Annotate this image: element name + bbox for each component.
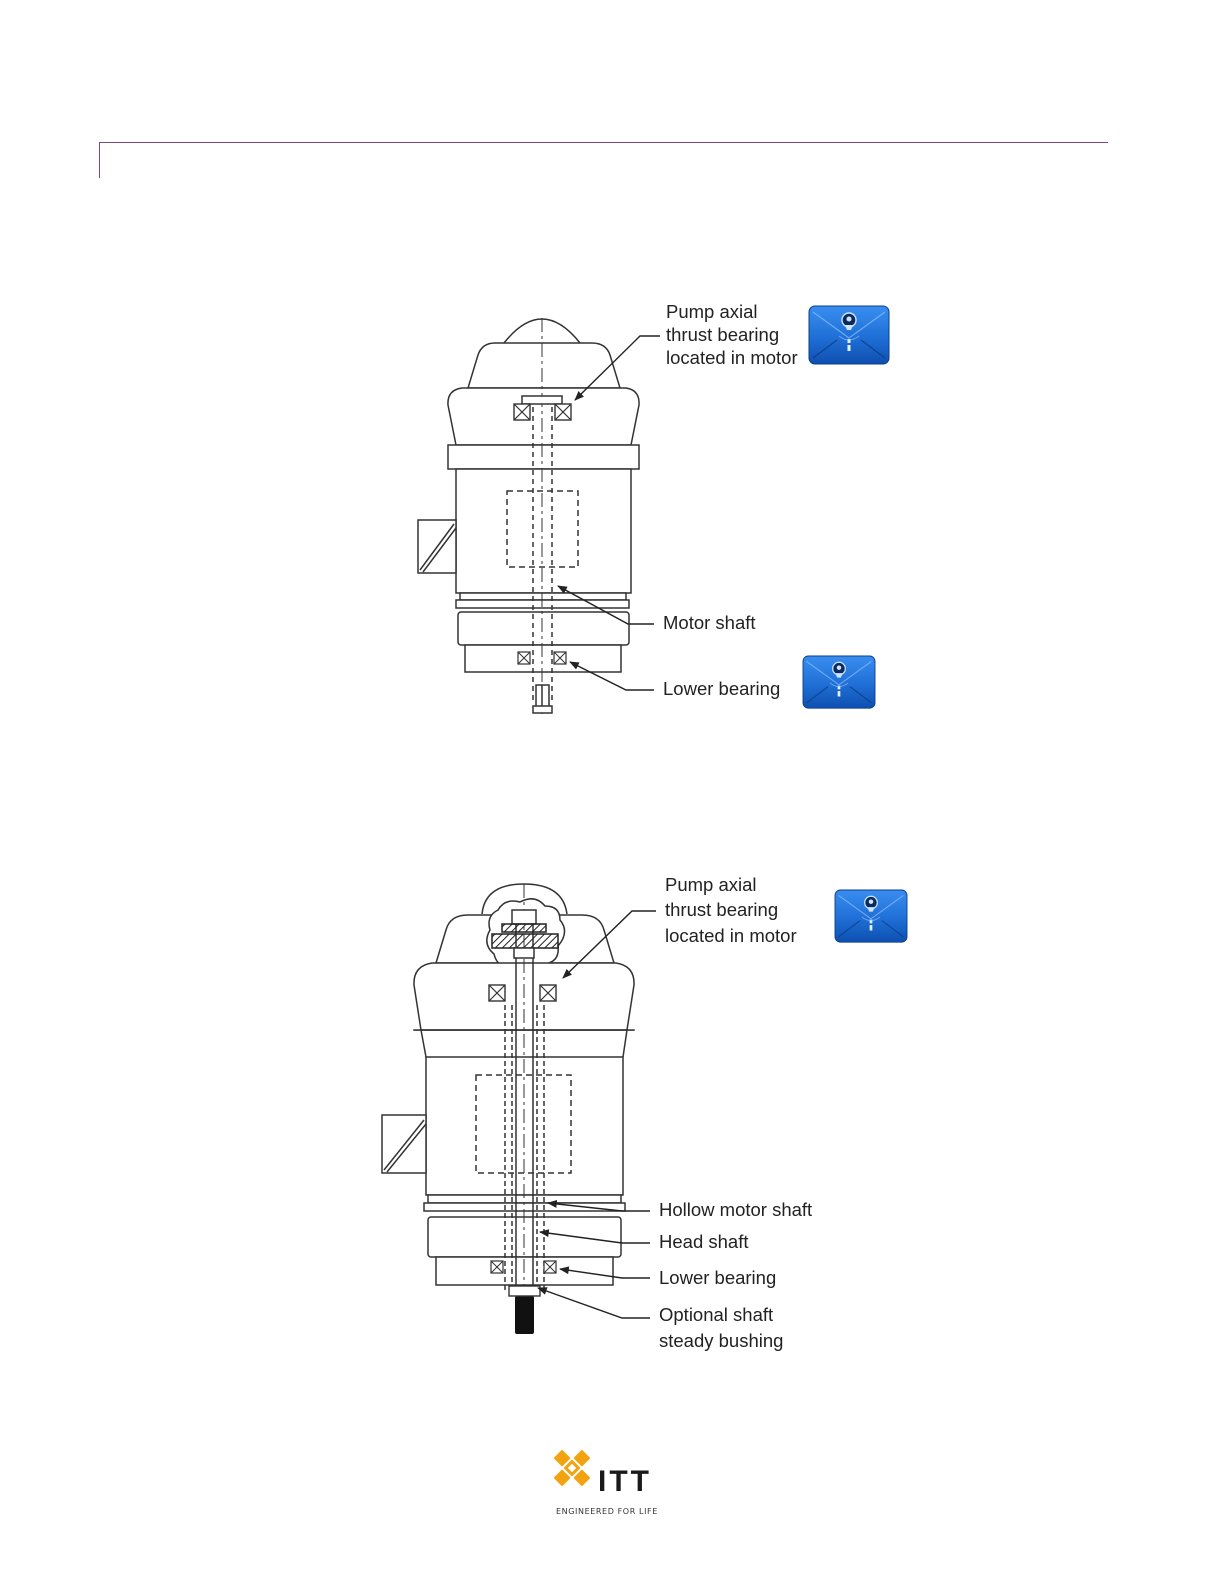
action-button-icon[interactable]	[803, 656, 875, 708]
action-button-icon[interactable]	[809, 306, 889, 364]
fig2-lower-bearing-label: Lower bearing	[659, 1267, 777, 1288]
fig2-hollow-shaft-label: Hollow motor shaft	[659, 1199, 813, 1220]
fig2-bushing-label-line2: steady bushing	[659, 1330, 784, 1351]
fig1-lower-bearing-label: Lower bearing	[663, 678, 781, 699]
fig1-thrust-label-line3: located in motor	[666, 347, 798, 368]
fig2-thrust-label-line1: Pump axial	[665, 874, 757, 895]
leader-steady-bushing	[538, 1288, 650, 1318]
fig2-thrust-label-line2: thrust bearing	[665, 899, 779, 920]
fig2-head-shaft-label: Head shaft	[659, 1231, 749, 1252]
fig1-motor-shaft-label: Motor shaft	[663, 612, 756, 633]
shaft-end-bushing	[515, 1296, 534, 1334]
fig1-thrust-label-line2: thrust bearing	[666, 324, 780, 345]
action-button-icon[interactable]	[835, 890, 907, 942]
fig1-thrust-label-line1: Pump axial	[666, 301, 758, 322]
fig2-bushing-label-line1: Optional shaft	[659, 1304, 774, 1325]
fig2-thrust-label-line3: located in motor	[665, 925, 797, 946]
itt-tagline: ENGINEERED FOR LIFE	[556, 1507, 658, 1516]
itt-logo-text: ITT	[598, 1465, 652, 1498]
